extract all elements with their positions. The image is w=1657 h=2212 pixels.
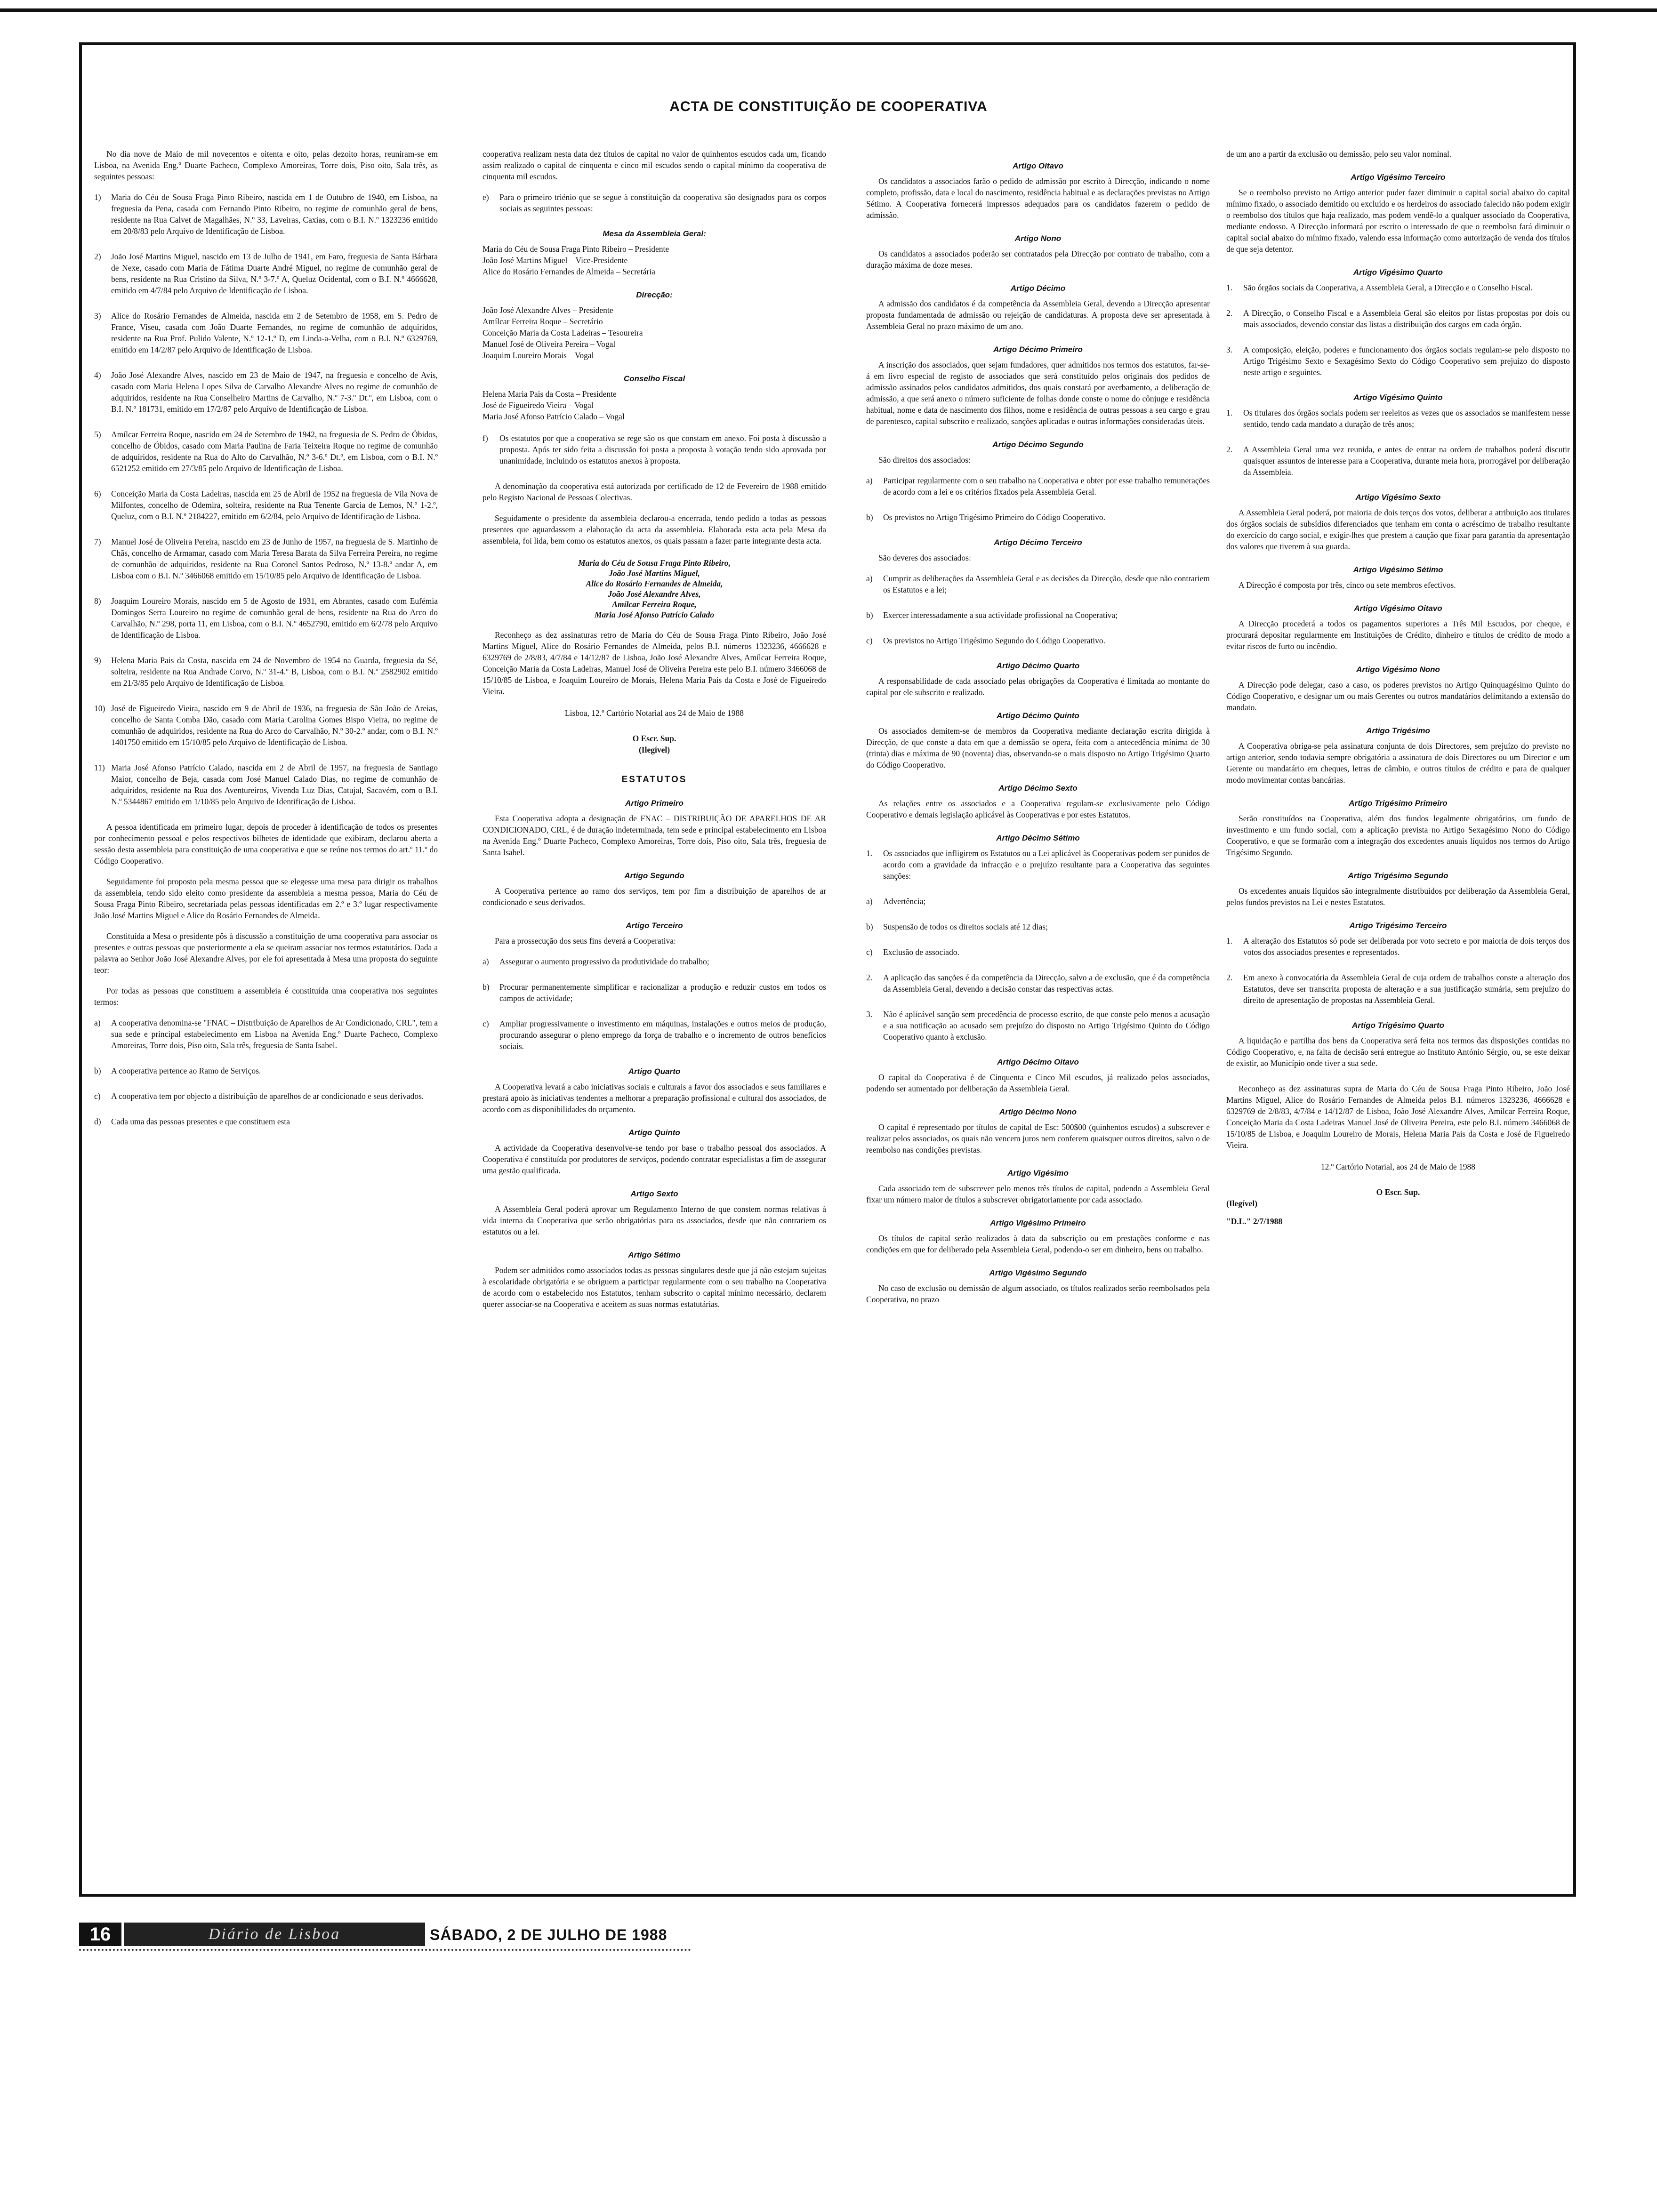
article [866,439,1210,523]
item-text: A cooperativa tem por objecto a distribuição de aparelhos de ar condicionado e seus derivados. [111,1091,424,1101]
article [483,920,826,1052]
article-heading: Artigo Nono [1014,234,1062,243]
article [866,1218,1210,1255]
item-text: João José Alexandre Alves, nascido em 23 de Maio de 1947, na freguesia e concelho de Avis, casado com Maria Helena Lopes Silva de Carvalho Alexandre Alves no regime de comunhão de adquiridos, residente na Rua Conselheiro Martins de Carvalho, N.º 7-3.º Dt.º, em Lisboa, com o B.I. N.º 181731, emitido em 17/2/87 pelo Arquivo de Identificação de Lisboa. [111,370,438,414]
article [866,783,1210,820]
closing-paragraphs [483,481,826,546]
list-item [866,946,1210,958]
item-number: b) [866,513,873,522]
body-heading: Direcção: [636,290,673,299]
list-item [94,310,438,355]
notary-block: Lisboa, 12.º Cartório Notarial aos 24 de Maio de 1988 O Escr. Sup. (Ilegível) [564,708,744,754]
list-item [1226,444,1570,478]
item-number: b) [866,922,873,931]
article-heading: Artigo Trigésimo Primeiro [1349,799,1448,808]
member-name: João José Martins Miguel – Vice-Presidente [483,256,628,265]
member-name: Conceição Maria da Costa Ladeiras – Tesoureira [483,328,643,337]
article-text: Os associados demitem-se de membros da Cooperativa mediante declaração escrita dirigida à Direcção, de que conste a data em que a demissão se opera, feita com a antecedência mínima de 30 (trinta) dias e máxima de 90 (noventa) dias, observando-se o mais disposto no Artigo Trigésimo Quarto do Código Cooperativo. [866,726,1210,769]
item-text: Joaquim Loureiro Morais, nascido em 5 de Agosto de 1931, em Abrantes, casado com Eufémia Domingos Serra Loureiro no regime de comunhão geral de bens, residente na Rua do Arco do Carvalhão, N.º 298, porta 11, em Lisboa, com o B.I. N.º 4652790, emitido em 6/2/78 pelo Arquivo de Identificação de Lisboa. [111,596,438,640]
list-item [866,475,1210,497]
paragraph: Por todas as pessoas que constituem a assembleia é constituída uma cooperativa nos seguintes termos: [94,986,438,1007]
page-footer [79,1923,691,1946]
item-number: 1. [866,849,873,858]
article-items [866,475,1210,523]
item-text: Assegurar o aumento progressivo da produtividade do trabalho; [499,957,709,966]
article-heading: Artigo Décimo Oitavo [997,1058,1079,1066]
article [866,283,1210,332]
statutes-title: ESTATUTOS [621,775,687,785]
article-heading: Artigo Terceiro [626,921,683,930]
item-text: Suspensão de todos os direitos sociais até 12 dias; [883,922,1048,931]
member-name: Helena Maria Pais da Costa – Presidente [483,389,617,399]
list-item [94,1017,438,1051]
social-body [483,373,826,422]
article-text: A liquidação e partilha dos bens da Cooperativa será feita nos termos das disposições contidas no Código Cooperativo, e, na falta de decisão será entregue ao Instituto António Sérgio, ou, se este deixar de existir, ao Município onde tiver a sua sede. [1226,1036,1570,1068]
member-name: José de Figueiredo Vieira – Vogal [483,401,594,410]
article [866,833,1210,1042]
terms-list [94,1017,438,1127]
article-heading: Artigo Trigésimo Segundo [1348,871,1448,880]
article [483,1250,826,1310]
list-item [94,251,438,296]
article [1226,798,1570,858]
signature-name: Maria José Afonso Patrício Calado [594,610,715,619]
list-item [1226,972,1570,1006]
article [1226,920,1570,1006]
item-text: Maria do Céu de Sousa Fraga Pinto Ribeiro, nascida em 1 de Outubro de 1940, em Lisboa, na freguesia da Pena, casada com Fernando Pinto Ribeiro, no regime de comunhão geral de bens, residente na Rua Calvet de Magalhães, N.º 33, Laveiras, Caxias, com o B.I. N.º 1323236 emitido em 20/8/83 pelo Arquivo de Identificação de Lisboa. [111,192,438,236]
list-item [94,595,438,641]
article-heading: Artigo Sexto [630,1189,678,1198]
article-heading: Artigo Trigésimo Terceiro [1349,921,1447,930]
item-number: a) [866,476,873,485]
article-text: A Direcção procederá a todos os pagamentos superiores a Três Mil Escudos, por cheque, e procurará depositar regularmente em Instituições de Crédito, dinheiro e títulos de crédito de modo a evitar riscos de furto ou incêndio. [1226,619,1570,651]
article [866,1106,1210,1155]
footer-dotted-rule [79,1949,691,1951]
article [1226,492,1570,552]
term-e: e) Para o primeiro triénio que se segue à constituição da cooperativa são designados para os corpos sociais as seguintes pessoas: [483,192,826,213]
article-text: Podem ser admitidos como associados todas as pessoas singulares desde que já não estejam sujeitas à escolaridade obrigatória e se obriguem a participar regularmente com o seu trabalho na Cooperativa de acordo com o estabelecido nos Estatutos, tenham subscrito o capital mínimo necessário, declarem querer associar-se na Cooperativa e aceitem as suas normas estatutárias. [483,1266,826,1309]
article [866,1057,1210,1094]
article-heading: Artigo Vigésimo Sétimo [1353,565,1443,574]
list-item [1226,307,1570,330]
item-text: Os previstos no Artigo Trigésimo Segundo do Código Cooperativo. [883,636,1106,645]
paragraph: Seguidamente o presidente da assembleia declarou-a encerrada, tendo pedido a todas as pessoas presentes que aguardassem a elaboração da acta da assembleia. Elaborada esta acta pela Mesa da assembleia, foi lida, bem como os estatutos anexos, os quais passam a fazer parte integrante desta acta. [483,513,826,545]
list-item [866,972,1210,994]
member-name: Maria do Céu de Sousa Fraga Pinto Ribeiro – Presidente [483,244,669,254]
item-number: b) [866,610,873,620]
article-heading: Artigo Vigésimo Sexto [1355,493,1441,502]
list-item [94,762,438,807]
article [1226,1020,1570,1069]
item-number: 3) [94,311,101,321]
member-name: Joaquim Loureiro Morais – Vogal [483,351,594,360]
list-item [94,536,438,581]
article-text: São direitos dos associados: [878,455,971,465]
article-text: Serão constituídos na Cooperativa, além dos fundos legalmente obrigatórios, um fundo de investimento e um fundo social, com a aplicação prevista no Artigo Sexagésimo Nono do Código Cooperativo, e que se formarão com a integração dos excedentes anuais líquidos nos termos do Artigo Trigésimo Segundo. [1226,814,1570,857]
article-text: Esta Cooperativa adopta a designação de FNAC – DISTRIBUIÇÃO DE APARELHOS DE AR CONDICIONADO, CRL, é de duração indeterminada, tem sede e principal estabelecimento em Lisboa na Avenida Eng.º Duarte Pacheco, Complexo Amoreiras, Torre dois, Piso oito, Sala três, freguesia de Santa Isabel. [483,814,826,857]
article-text: A responsabilidade de cada associado pelas obrigações da Cooperativa é limitada ao montante do capital por ele subscrito e realizado. [866,676,1210,697]
article [1226,603,1570,652]
item-number: 2. [866,973,873,982]
newspaper-masthead: Diário de Lisboa [124,1923,425,1946]
item-text: Os previstos no Artigo Trigésimo Primeiro do Código Cooperativo. [883,513,1106,522]
article-text: A Assembleia Geral poderá aprovar um Regulamento Interno de que constem normas relativas à vida interna da Cooperativa que serão obrigatórias para os associados, desde que não contrariem os estatutos ou a lei. [483,1204,826,1236]
list-item [94,369,438,415]
intro-paragraph: No dia nove de Maio de mil novecentos e oitenta e oito, pelas dezoito horas, reuniram-se em Lisboa, na Avenida Eng.º Duarte Pacheco, Complexo Amoreiras, Torre dois, Piso oito, Sala três, as seguintes pessoas: [94,149,438,181]
item-text: Não é aplicável sanção sem precedência de processo escrito, de que conste pelo menos a acusação e a sua notificação ao acusado sem prejuízo do disposto no Artigo Trigésimo Quinto do Código Cooperativo quanto à exclusão. [883,1010,1210,1042]
item-number: a) [866,897,873,906]
page-title: ACTA DE CONSTITUIÇÃO DE COOPERATIVA [669,99,988,114]
term-f: f) Os estatutos por que a cooperativa se rege são os que constam em anexo. Foi posta à discussão a proposta. Após ter sido feita a discussão foi posta a proposta à votação tendo sido aprovada por unanimidade, incluindo os estatutos anexos à proposta. [483,433,826,465]
notary-block: 12.º Cartório Notarial, aos 24 de Maio de 1988 O Escr. Sup. (Ilegível) "D.L." 2/7/1988 [1226,1162,1476,1226]
item-text: A cooperativa denomina-se "FNAC – Distribuição de Aparelhos de Ar Condicionado, CRL", tem a sua sede e principal estabelecimento em Lisboa na Avenida Eng.º Duarte Pacheco, Complexo Amoreiras, Torre dois, Piso oito, Sala três, freguesia de Santa Isabel. [111,1018,438,1050]
list-item [866,635,1210,646]
article-text: A Direcção é composta por três, cinco ou sete membros efectivos. [1239,580,1456,590]
article-text: O capital da Cooperativa é de Cinquenta e Cinco Mil escudos, já realizado pelos associados, podendo ser aumentado por deliberação da Assembleia Geral. [866,1073,1210,1093]
list-item [94,429,438,474]
article-heading: Artigo Décimo Terceiro [994,538,1082,547]
social-body [483,289,826,361]
list-item [94,703,438,748]
item-number: 1) [94,192,101,202]
item-number: 10) [94,704,105,713]
item-number: 2. [1226,445,1233,454]
item-text: Maria José Afonso Patrício Calado, nascida em 2 de Abril de 1957, na freguesia de Santiago Maior, concelho de Beja, casada com José Manuel Calado Dias, no regime de comunhão de adquiridos, residente na Rua dos Aventureiros, Vivenda Luz Dias, Catujal, Sacavém, com o B.I. N.º 5344867 emitido em 1/10/85 pelo Arquivo de Identificação de Lisboa. [111,763,438,806]
list-item [94,655,438,689]
article [866,710,1210,770]
article-heading: Artigo Segundo [624,871,684,880]
issue-date: SÁBADO, 2 DE JULHO DE 1988 [430,1926,668,1943]
item-text: Conceição Maria da Costa Ladeiras, nascida em 25 de Abril de 1952 na freguesia de Vila Nova de Milfontes, concelho de Odemira, solteira, residente na Rua Tenente Garcia de Lemos, N.º 1-2.º, Queluz, com o B.I. N.º 2184227, emitido em 6/2/84, pelo Arquivo de Identificação de Lisboa. [111,489,438,521]
article [483,1066,826,1115]
social-bodies [483,228,826,422]
article [1226,664,1570,713]
item-text: Exercer interessadamente a sua actividade profissional na Cooperativa; [883,610,1118,620]
article [1226,725,1570,785]
article [1226,172,1570,255]
list-item [866,609,1210,621]
member-name: João José Alexandre Alves – Presidente [483,305,613,315]
recognition-text: Reconheço as dez assinaturas retro de Maria do Céu de Sousa Fraga Pinto Ribeiro, João José Martins Miguel, Alice do Rosário Fernandes de Almeida, pelos B.I. números 1323236, 4666628 e 6329769 de 2/8/83, 4/7/84 e 14/12/87 de Lisboa, João José Alexandre Alves, Amílcar Ferreira Roque, Conceição Maria da Costa Ladeiras, Manuel José de Oliveira Pereira este pelo B.I. número 3466068 de 15/10/85 de Lisboa, e Joaquim Loureiro de Morais, Helena Maria Pais da Costa e José de Figueiredo Vieira. [483,630,826,696]
continuation-text: de um ano a partir da exclusão ou demissão, pelo seu valor nominal. [1226,149,1452,159]
paragraph: Constituída a Mesa o presidente pôs à discussão a constituição de uma cooperativa para associar os presentes e outras pessoas que posteriormente a ela se queiram associar nos termos estatutários. Dada a palavra ao Senhor João José Alexandre Alves, por ele foi apresentada à Mesa uma proposta do seguinte teor: [94,931,438,975]
article-items [866,573,1210,646]
articles-list [1226,172,1570,1069]
item-number: 2) [94,252,101,261]
paragraph: A pessoa identificada em primeiro lugar, depois de proceder à identificação de todos os presentes por conhecimento pessoal e pelos respectivos bilhetes de identidade que exibiram, declarou aberta a sessão desta assembleia para constituição de uma cooperativa e que se reúne nos termos do art.º 11.º do Código Cooperativo. [94,822,438,866]
continuation-text: cooperativa realizam nesta data dez títulos de capital no valor de quinhentos escudos cada um, ficando assim realizado o capital de cinquenta e cinco mil escudos sendo o capital mínimo da cooperativa de cinquenta mil escudos. [483,149,826,181]
article-text: Os excedentes anuais líquidos são integralmente distribuídos por deliberação da Assembleia Geral, pelos fundos previstos na Lei e nestes Estatutos. [1226,886,1570,907]
article-items [483,956,826,1052]
article [866,344,1210,427]
article-text: A Direcção pode delegar, caso a caso, os poderes previstos no Artigo Quinquagésimo Quinto do Código Cooperativo, e designar um ou mais Gerentes ou outros mandatários delimitando a extensão do mandato. [1226,680,1570,712]
list-item [1226,282,1570,293]
article [483,1127,826,1176]
list-item [866,921,1210,932]
member-name: Alice do Rosário Fernandes de Almeida – Secretária [483,267,655,276]
item-text: Ampliar progressivamente o investimento em máquinas, instalações e outros meios de produção, procurando assegurar o pleno emprego da força de trabalho e o incremento de outros benefícios sociais. [499,1019,826,1051]
article-heading: Artigo Décimo [1010,284,1066,293]
article-text: As relações entre os associados e a Cooperativa regulam-se exclusivamente pelo Código Cooperativo e demais legislação aplicável às Cooperativas e por estes Estatutos. [866,799,1210,819]
article-heading: Artigo Vigésimo Quarto [1353,268,1443,277]
article-heading: Artigo Vigésimo Segundo [989,1268,1087,1277]
social-body [483,228,826,277]
item-text: Exclusão de associado. [883,947,959,957]
article-text: São deveres dos associados: [878,553,971,562]
article-heading: Artigo Décimo Segundo [992,440,1084,449]
item-text: Alice do Rosário Fernandes de Almeida, nascida em 2 de Setembro de 1958, em S. Pedro de France, Viseu, casada com João Duarte Fernandes, no regime de comunhão de adquiridos, residente na Rua Prof. Pulido Valente, N.º 12-1.º D, em Linda-a-Velha, com o B.I. N.º 6329769, emitido em 14/2/87 pelo Arquivo de Identificação de Lisboa. [111,311,438,354]
article-text: No caso de exclusão ou demissão de algum associado, os títulos realizados serão reembolsados pela Cooperativa, no prazo [866,1283,1210,1304]
article-text: Cada associado tem de subscrever pelo menos três títulos de capital, podendo a Assembleia Geral fixar um número maior de títulos a subscrever obrigatoriamente por cada associado. [866,1184,1210,1204]
item-number: c) [483,1019,489,1028]
article [483,798,826,858]
item-text: Os titulares dos órgãos sociais podem ser reeleitos as vezes que os associados se manifestem nesse sentido, tendo cada mandato a duração de três anos; [1243,408,1570,429]
article [1226,392,1570,478]
item-text: A composição, eleição, poderes e funcionamento dos órgãos sociais regulam-se pelo disposto no Artigo Trigésimo Sexto e Sexagésimo Sexto do Código Cooperativo sem prejuízo do disposto neste artigo e seguintes. [1243,345,1570,377]
signatures-block [483,558,826,620]
article-text: Os títulos de capital serão realizados à data da subscrição ou em prestações conforme e nas condições em que for deliberado pela Assembleia Geral, podendo-o ser em dinheiro, bens ou trabalho. [866,1234,1210,1254]
signature-name: Maria do Céu de Sousa Fraga Pinto Ribeiro, [578,558,731,568]
article-text: A actividade da Cooperativa desenvolve-se tendo por base o trabalho pessoal dos associados. A Cooperativa é constituída por produtores de serviços, podendo contratar especialistas a fim de assegurar uma gestão qualificada. [483,1143,826,1175]
list-item [94,1090,438,1102]
column-2 [483,148,826,1319]
item-number: a) [94,1018,101,1027]
list-item [866,896,1210,907]
recognition-text: Reconheço as dez assinaturas supra de Maria do Céu de Sousa Fraga Pinto Ribeiro, João José Martins Miguel, Alice do Rosário Fernandes de Almeida pelos B.I. números 1323236, 4666628 e 6329769 de 2/8/83, 4/7/84 e 14/12/87 de Lisboa, João José Alexandre Alves, Amílcar Ferreira Roque, Conceição Maria da Costa Ladeiras Manuel José de Oliveira Pereira, este pelo B.I. número 3466068 de 15/10/85 de Lisboa, e Joaquim Loureiro de Morais, Helena Maria Pais da Costa e José de Figueiredo Vieira. [1226,1084,1570,1150]
article-items [866,848,1210,1042]
item-number: c) [94,1091,101,1101]
item-text: A Assembleia Geral uma vez reunida, e antes de entrar na ordem de trabalhos poderá discutir quaisquer assuntos de interesse para a Cooperativa, durante meia hora, prorrogável por deliberação da Assembleia. [1243,445,1570,477]
item-number: 8) [94,596,101,606]
item-text: A Direcção, o Conselho Fiscal e a Assembleia Geral são eleitos por listas propostas por dois ou mais associados, devendo constar das listas a distribuição dos cargos em cada órgão. [1243,308,1570,329]
article-heading: Artigo Décimo Sexto [998,784,1078,793]
list-item [866,573,1210,595]
article-heading: Artigo Décimo Sétimo [996,834,1080,842]
item-number: 6) [94,489,101,498]
list-item [94,1116,438,1127]
list-item [1226,935,1570,958]
item-text: Os associados que infligirem os Estatutos ou a Lei aplicável às Cooperativas podem ser punidos de acordo com a gravidade da infracção e o prejuízo resultante para a Cooperativa das seguintes sanções: [883,849,1210,881]
article-text: Se o reembolso previsto no Artigo anterior puder fazer diminuir o capital social abaixo do capital mínimo fixado, o associado demitido ou excluído e os herdeiros do associado falecido não podem exigir o reembolso dos títulos que haja realizado, mas podem vendê-lo a qualquer associado da Cooperativa, mediante endosso. A Direcção informará por escrito o interessado de que o reembolso fará diminuir o capital social abaixo do mínimo fixado, valendo essa informação como autorização de venda dos títulos de que seja detentor. [1226,188,1570,254]
member-name: Manuel José de Oliveira Pereira – Vogal [483,339,616,349]
list-item [866,1009,1210,1042]
item-text: Participar regularmente com o seu trabalho na Cooperativa e obter por esse trabalho remunerações de acordo com a lei e os critérios fixados pela Assembleia Geral. [883,476,1210,497]
list-item [866,512,1210,523]
paragraph: Seguidamente foi proposto pela mesma pessoa que se elegesse uma mesa para dirigir os trabalhos da assembleia, tendo sido eleito como presidente da assembleia a mesma pessoa, Maria do Céu de Sousa Fraga Pinto Ribeiro, secretariada pelas pessoas identificadas em 2.º e 3.º lugar respectivamente João José Martins Miguel e Alice do Rosário Fernandes de Almeida. [94,877,438,920]
article-heading: Artigo Oitavo [1013,161,1063,170]
article-heading: Artigo Décimo Quinto [997,711,1079,720]
column-4 [1226,148,1570,1227]
article [866,1168,1210,1205]
article-heading: Artigo Trigésimo Quarto [1351,1021,1445,1030]
item-text: João José Martins Miguel, nascido em 13 de Julho de 1941, em Faro, freguesia de Santa Bárbara de Nexe, casado com Maria de Fátima Duarte André Miguel, no regime de comunhão geral de bens, residente na Rua Cristino da Silva, N.º 3-7.º A, Queluz Ocidental, com o B.I. N.º 4666628, emitido em 4/7/84 pelo Arquivo de Identificação de Lisboa. [111,252,438,295]
item-number: 11) [94,763,105,772]
list-item [1226,344,1570,378]
member-name: Maria José Afonso Patrício Calado – Vogal [483,412,625,421]
article-heading: Artigo Décimo Primeiro [993,345,1083,354]
article-heading: Artigo Primeiro [625,799,684,808]
item-text: Cumprir as deliberações da Assembleia Geral e as decisões da Direcção, desde que não contrariem os Estatutos e a lei; [883,574,1210,594]
article-items [1226,935,1570,1006]
top-rule [0,8,1657,12]
item-text: Cada uma das pessoas presentes e que constituem esta [111,1117,290,1126]
article-items [1226,282,1570,378]
article [483,870,826,908]
article-text: A Assembleia Geral poderá, por maioria de dois terços dos votos, deliberar a atribuição aos titulares dos órgãos sociais de subsídios diferenciados que tenham em conta o acréscimo de trabalho resultante do exercício do cargo social, e exigir-lhes que prestem a caução que fixar para garantia da apresentação dos valores que tiverem à sua guarda. [1226,508,1570,551]
list-item [1226,407,1570,430]
item-number: 1. [1226,408,1233,417]
article [866,160,1210,221]
article-text: A Cooperativa pertence ao ramo dos serviços, tem por fim a distribuição de aparelhos de ar condicionado e seus derivados. [483,886,826,907]
article-text: Os candidatos a associados poderão ser contratados pela Direcção por contrato de trabalho, com a duração máxima de doze meses. [866,249,1210,270]
article-heading: Artigo Sétimo [628,1250,681,1259]
item-number: 2. [1226,308,1233,318]
article-heading: Artigo Vigésimo Oitavo [1354,604,1442,613]
article [1226,267,1570,378]
article-heading: Artigo Décimo Quarto [996,661,1080,670]
article-text: Os candidatos a associados farão o pedido de admissão por escrito à Direcção, indicando o nome completo, profissão, data e local do nascimento, residência habitual e as declarações previstas no Artigo Sétimo. A Cooperativa fornecerá impressos adequados para os candidatos fazerem o pedido de admissão. [866,176,1210,220]
item-text: Amílcar Ferreira Roque, nascido em 24 de Setembro de 1942, na freguesia de S. Pedro de Óbidos, concelho de Óbidos, casado com Maria Paulina de Faria Teixeira Roque no regime de comunhão de adquiridos, residente na Rua do Alto do Carvalhão, N.º 3-6.º Dt.º, em Lisboa, com o B.I. N.º 6521252 emitido em 27/3/85 pelo Arquivo de Identificação de Lisboa. [111,430,438,473]
article [483,1188,826,1237]
article [866,537,1210,646]
item-number: d) [94,1117,101,1126]
article [866,233,1210,271]
article [866,660,1210,698]
article-text: A admissão dos candidatos é da competência da Assembleia Geral, devendo a Direcção apresentar proposta fundamentada de admissão ou rejeição de candidaturas. A proposta deve ser apresentada à Assembleia Geral no prazo máximo de um ano. [866,299,1210,331]
item-number: 1. [1226,936,1233,946]
body-heading: Conselho Fiscal [623,374,685,383]
item-number: 7) [94,537,101,546]
item-number: 1. [1226,283,1233,292]
item-number: 4) [94,370,101,380]
member-name: Amílcar Ferreira Roque – Secretário [483,317,603,326]
item-number: b) [94,1066,101,1075]
minutes-paragraphs [94,821,438,1008]
list-item [483,1018,826,1052]
article-text: A inscrição dos associados, quer sejam fundadores, quer admitidos nos termos dos estatutos, far-se-á em livro especial de registo de associados que será constituído pelos originais dos pedidos de admissão assinados pelos candidatos admitidos, dos quais constará por averbamento, a deliberação de admissão, a que será anexo o número suficiente de folhas donde conste o nome do cônjuge e residência habitual, nome e data de nascimento dos filhos, nome e residência de outras pessoas a seu cargo e grau de parentesco, capital subscrito e realizado, sanções aplicadas e outras informações consideradas úteis. [866,360,1210,426]
article-text: Para a prossecução dos seus fins deverá a Cooperativa: [495,936,676,946]
list-item [94,488,438,522]
article-heading: Artigo Vigésimo Quinto [1353,393,1443,402]
item-text: São órgãos sociais da Cooperativa, a Assembleia Geral, a Direcção e o Conselho Fiscal. [1243,283,1533,292]
article [866,1267,1210,1305]
item-text: A cooperativa pertence ao Ramo de Serviços. [111,1066,261,1075]
article-text: O capital é representado por títulos de capital de Esc: 500$00 (quinhentos escudos) a subscrever e realizar pelos associados, os quais não vencem juros nem conferem quaisquer outros direitos, salvo o de reembolso nas condições previstas. [866,1122,1210,1154]
item-text: A aplicação das sanções é da competência da Direcção, salvo a de exclusão, que é da competência da Assembleia Geral, devendo a decisão constar das respectivas actas. [883,973,1210,994]
item-text: Manuel José de Oliveira Pereira, nascido em 23 de Junho de 1957, na freguesia de S. Martinho de Chãs, concelho de Armamar, casado com Maria Teresa Barata da Silva Ferreira Pereira, no regime de comunhão de adquiridos, residente na Rua Coronel Santos Pedroso, N.º 13-8.º andar A, em Lisboa com o B.I. N.º 3466068 emitido em 15/10/85 pelo Arquivo de Identificação de Lisboa. [111,537,438,580]
item-number: 5) [94,430,101,439]
articles-list [483,798,826,1310]
list-item [94,192,438,237]
item-number: a) [483,957,489,966]
article-heading: Artigo Vigésimo Primeiro [990,1218,1086,1227]
list-item [866,848,1210,882]
item-number: a) [866,574,873,583]
article-text: A Cooperativa obriga-se pela assinatura conjunta de dois Directores, sem prejuízo do previsto no artigo anterior, sendo todavia sempre obrigatória a assinatura de dois Directores ou um Director e um Gerente ou mandatário em cheques, letras de câmbio, e outros títulos de crédito e para de qualquer modo movimentar contas bancárias. [1226,741,1570,785]
item-text: Em anexo à convocatória da Assembleia Geral de cuja ordem de trabalhos conste a alteração dos Estatutos, deve ser transcrita proposta de alteração e a sua justificação sumária, sem prejuízo do direito de apresentação de propostas na Assembleia Geral. [1243,973,1570,1005]
item-text: José de Figueiredo Vieira, nascido em 9 de Abril de 1936, na freguesia de São João de Areias, concelho de Santa Comba Dão, casado com Maria Carolina Gomes Bispo Vieira, no regime de comunhão de adquiridos, residente na Rua do Arco do Carvalhão, N.º 30-2.º andar, com o B.I. N.º 1401750 emitido em 15/10/85 pelo Arquivo de Identificação de Lisboa. [111,704,438,747]
item-number: c) [866,947,873,957]
item-number: 9) [94,656,101,665]
article-heading: Artigo Quinto [628,1128,680,1137]
item-number: 2. [1226,973,1233,982]
article-heading: Artigo Vigésimo Nono [1356,665,1440,674]
members-list [94,192,438,807]
article-heading: Artigo Décimo Nono [999,1107,1077,1116]
signature-name: João José Martins Miguel, [609,569,700,578]
article [1226,870,1570,908]
articles-list [866,160,1210,1305]
item-text: A alteração dos Estatutos só pode ser deliberada por voto secreto e por maioria de dois terços dos votos dos associados presentes e representados. [1243,936,1570,957]
article-items [1226,407,1570,478]
item-text: Advertência; [883,897,926,906]
article-heading: Artigo Quarto [628,1067,681,1076]
body-heading: Mesa da Assembleia Geral: [603,229,706,238]
signature-name: João José Alexandre Alves, [608,589,701,599]
list-item [483,981,826,1004]
signature-name: Alice do Rosário Fernandes de Almeida, [586,579,723,588]
article-heading: Artigo Vigésimo Terceiro [1351,173,1446,182]
item-number: 3. [1226,345,1233,354]
item-text: Helena Maria Pais da Costa, nascida em 24 de Novembro de 1954 na Guarda, freguesia da Sé, solteira, residente na Rua Andrade Corvo, N.º 31-4.º B, Lisboa, com o B.I. N.º 2582902 emitido em 21/3/85 pelo Arquivo de Identificação de Lisboa. [111,656,438,688]
list-item [483,956,826,967]
list-item [94,1065,438,1076]
column-3 [866,148,1210,1314]
item-number: b) [483,982,490,992]
article-text: A Cooperativa levará a cabo iniciativas sociais e culturais a favor dos associados e seus familiares e prestará apoio às iniciativas tendentes a melhorar a preparação profissional e cultural dos associados, de acordo com as disponibilidades do orçamento. [483,1082,826,1114]
signature-name: Amílcar Ferreira Roque, [612,600,697,609]
item-text: Procurar permanentemente simplificar e racionalizar a produção e reduzir custos em todos os campos de actividade; [499,982,826,1003]
article-heading: Artigo Vigésimo [1007,1169,1069,1178]
paragraph: A denominação da cooperativa está autorizada por certificado de 12 de Fevereiro de 1988 emitido pelo Registo Nacional de Pessoas Colectivas. [483,481,826,502]
item-number: 3. [866,1010,873,1019]
item-number: c) [866,636,873,645]
article-heading: Artigo Trigésimo [1366,726,1430,735]
column-1 [94,148,438,1141]
article [1226,564,1570,591]
page-number: 16 [79,1923,121,1946]
